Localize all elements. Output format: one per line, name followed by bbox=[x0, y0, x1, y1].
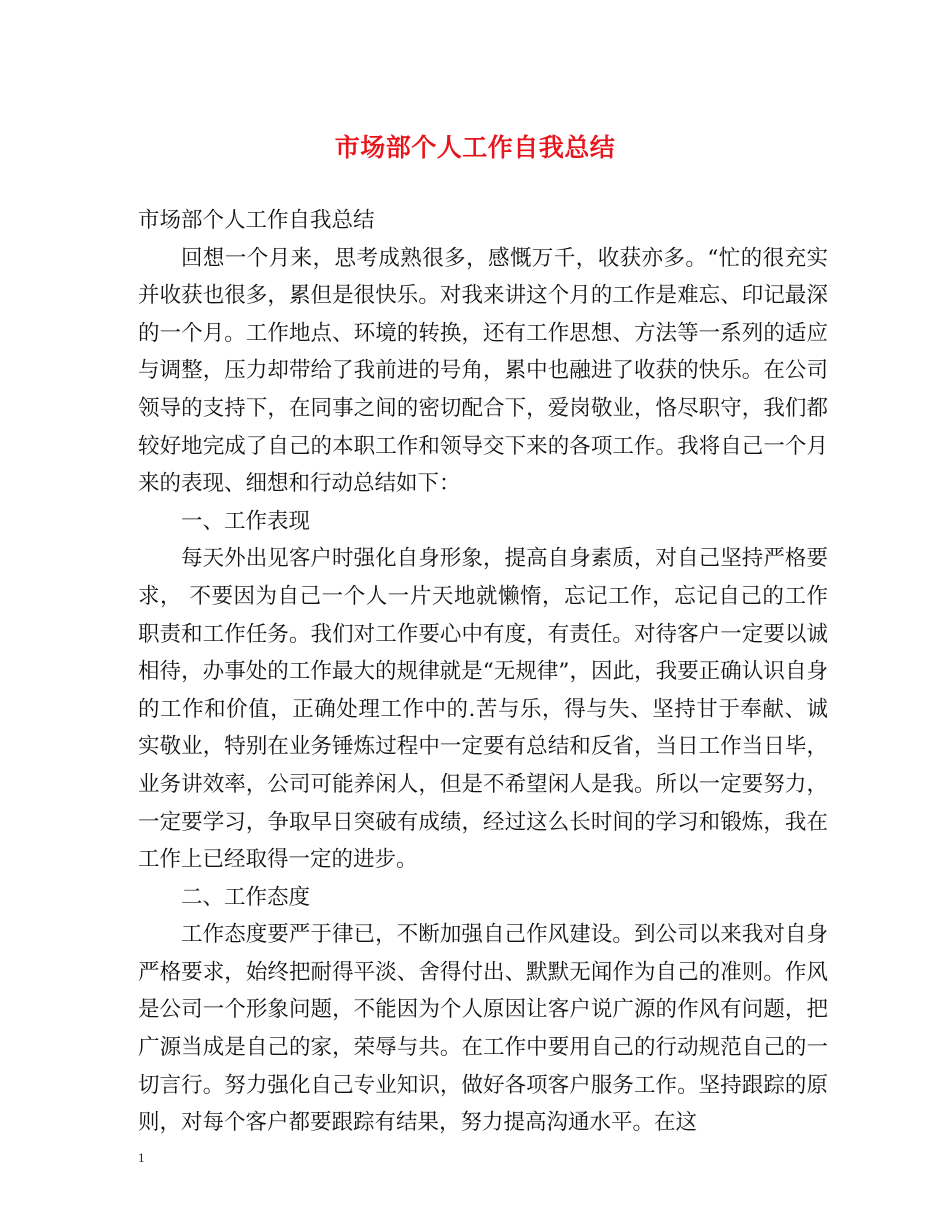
section-heading-work-attitude: 二、工作态度 bbox=[181, 884, 311, 910]
section-heading-work-performance: 一、工作表现 bbox=[181, 508, 311, 534]
page-number: 1 bbox=[138, 1150, 145, 1165]
document-title: 市场部个人工作自我总结 bbox=[334, 133, 616, 162]
paragraph-intro: 回想一个月来，思考成熟很多，感慨万千，收获亦多。“忙的很充实并收获也很多，累但是很快乐。对我来讲这个月的工作是难忘、印记最深的一个月。工作地点、环境的转换，还有工作思想、方法等一系列的适应与调整，压力却带给了我前进的号角，累中也融进了收获的快乐。在公司领导的支持下，在同事之间的密切配合下，爱岗敬业，恪尽职守，我们都较好地完成了自己的本职工作和领导交下来的各项工作。我将自己一个月来的表现、细想和行动总结如下： bbox=[138, 245, 828, 497]
document-body bbox=[138, 202, 828, 1142]
document-subtitle: 市场部个人工作自我总结 bbox=[138, 208, 375, 233]
paragraph-work-performance: 每天外出见客户时强化自身形象，提高自身素质，对自己坚持严格要求， 不要因为自己一个人一片天地就懒惰，忘记工作，忘记自己的工作职责和工作任务。我们对工作要心中有度，有责任。对待客户一定要以诚相待，办事处的工作最大的规律就是“无规律”，因此，我要正确认识自身的工作和价值，正确处理工作中的.苦与乐，得与失、坚持甘于奉献、诚实敬业，特别在业务锤炼过程中一定要有总结和反省，当日工作当日毕，业务讲效率，公司可能养闲人，但是不希望闲人是我。所以一定要努力，一定要学习，争取早日突破有成绩，经过这么长时间的学习和锻炼，我在工作上已经取得一定的进步。 bbox=[138, 546, 828, 873]
paragraph-work-attitude: 工作态度要严于律已，不断加强自己作风建设。到公司以来我对自身严格要求，始终把耐得平淡、舍得付出、默默无闻作为自己的准则。作风是公司一个形象问题，不能因为个人原因让客户说广源的作风有问题，把广源当成是自己的家，荣辱与共。在工作中要用自己的行动规范自己的一切言行。努力强化自己专业知识，做好各项客户服务工作。坚持跟踪的原则，对每个客户都要跟踪有结果，努力提高沟通水平。在这 bbox=[138, 922, 828, 1136]
